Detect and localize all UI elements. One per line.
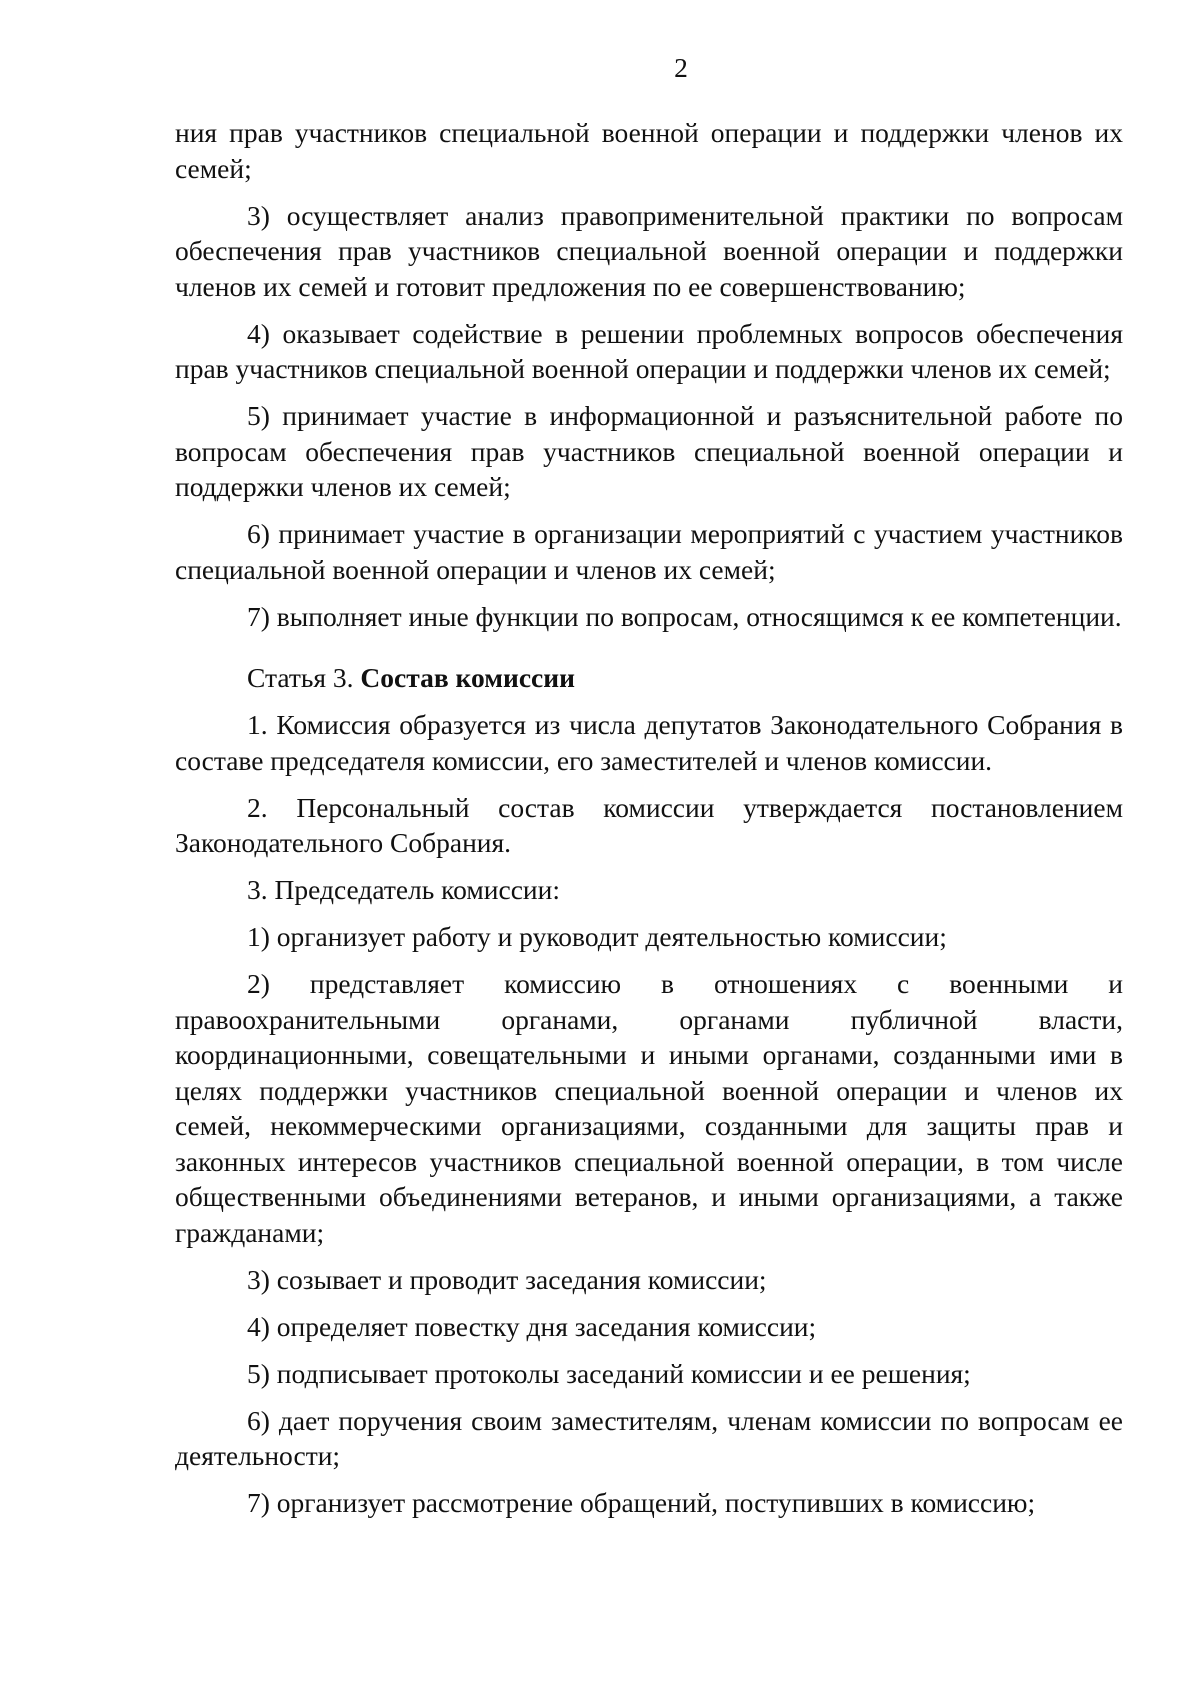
paragraph: 2. Персональный состав комиссии утверждается постановлением Законодательного Собрания. — [175, 791, 1123, 858]
page-number: 2 — [674, 52, 688, 83]
paragraphs-after — [175, 707, 1123, 1521]
paragraph: 2) представляет комиссию в отношениях с военными и правоохранительными органами, органами публичной власти, координационными, совещательными и иными органами, созданными ими в целях поддержки участников специальной военной операции и членов их семей, некоммерческими организациями, созданными для защиты прав и законных интересов участников специальной военной операции, в том числе общественными объединениями ветеранов, и иными организациями, а также гражданами; — [175, 968, 1123, 1248]
paragraph: 7) выполняет иные функции по вопросам, относящимся к ее компетенции. — [247, 600, 1122, 632]
paragraph: 4) определяет повестку дня заседания комиссии; — [247, 1310, 817, 1342]
article-heading — [175, 660, 1123, 696]
paragraph: 3) созывает и проводит заседания комиссии; — [247, 1263, 767, 1295]
paragraph: 6) дает поручения своим заместителям, членам комиссии по вопросам ее деятельности; — [175, 1404, 1123, 1471]
paragraphs-before — [175, 115, 1123, 634]
paragraph: ния прав участников специальной военной операции и поддержки членов их семей; — [175, 117, 1123, 184]
paragraph: 3) осуществляет анализ правоприменительной практики по вопросам обеспечения прав участников специальной военной операции и поддержки членов их семей и готовит предложения по ее совершенствованию; — [175, 199, 1123, 302]
article-title: Состав комиссии — [360, 662, 575, 693]
paragraph: 5) принимает участие в информационной и разъяснительной работе по вопросам обеспечения прав участников специальной военной операции и поддержки членов их семей; — [175, 400, 1123, 502]
paragraph: 3. Председатель комиссии: — [247, 874, 560, 905]
paragraph: 7) организует рассмотрение обращений, поступивших в комиссию; — [247, 1487, 1036, 1518]
paragraph: 6) принимает участие в организации мероприятий с участием участников специальной военной операции и членов их семей; — [175, 518, 1123, 585]
document-body — [175, 115, 1123, 1532]
paragraph: 4) оказывает содействие в решении проблемных вопросов обеспечения прав участников специальной военной операции и поддержки членов их семей; — [175, 317, 1123, 384]
paragraph: 5) подписывает протоколы заседаний комиссии и ее решения; — [247, 1357, 971, 1389]
paragraph: 1. Комиссия образуется из числа депутатов Законодательного Собрания в составе председателя комиссии, его заместителей и членов комиссии. — [175, 709, 1123, 776]
article-prefix: Статья 3. — [247, 662, 361, 693]
paragraph: 1) организует работу и руководит деятельностью комиссии; — [247, 921, 947, 952]
